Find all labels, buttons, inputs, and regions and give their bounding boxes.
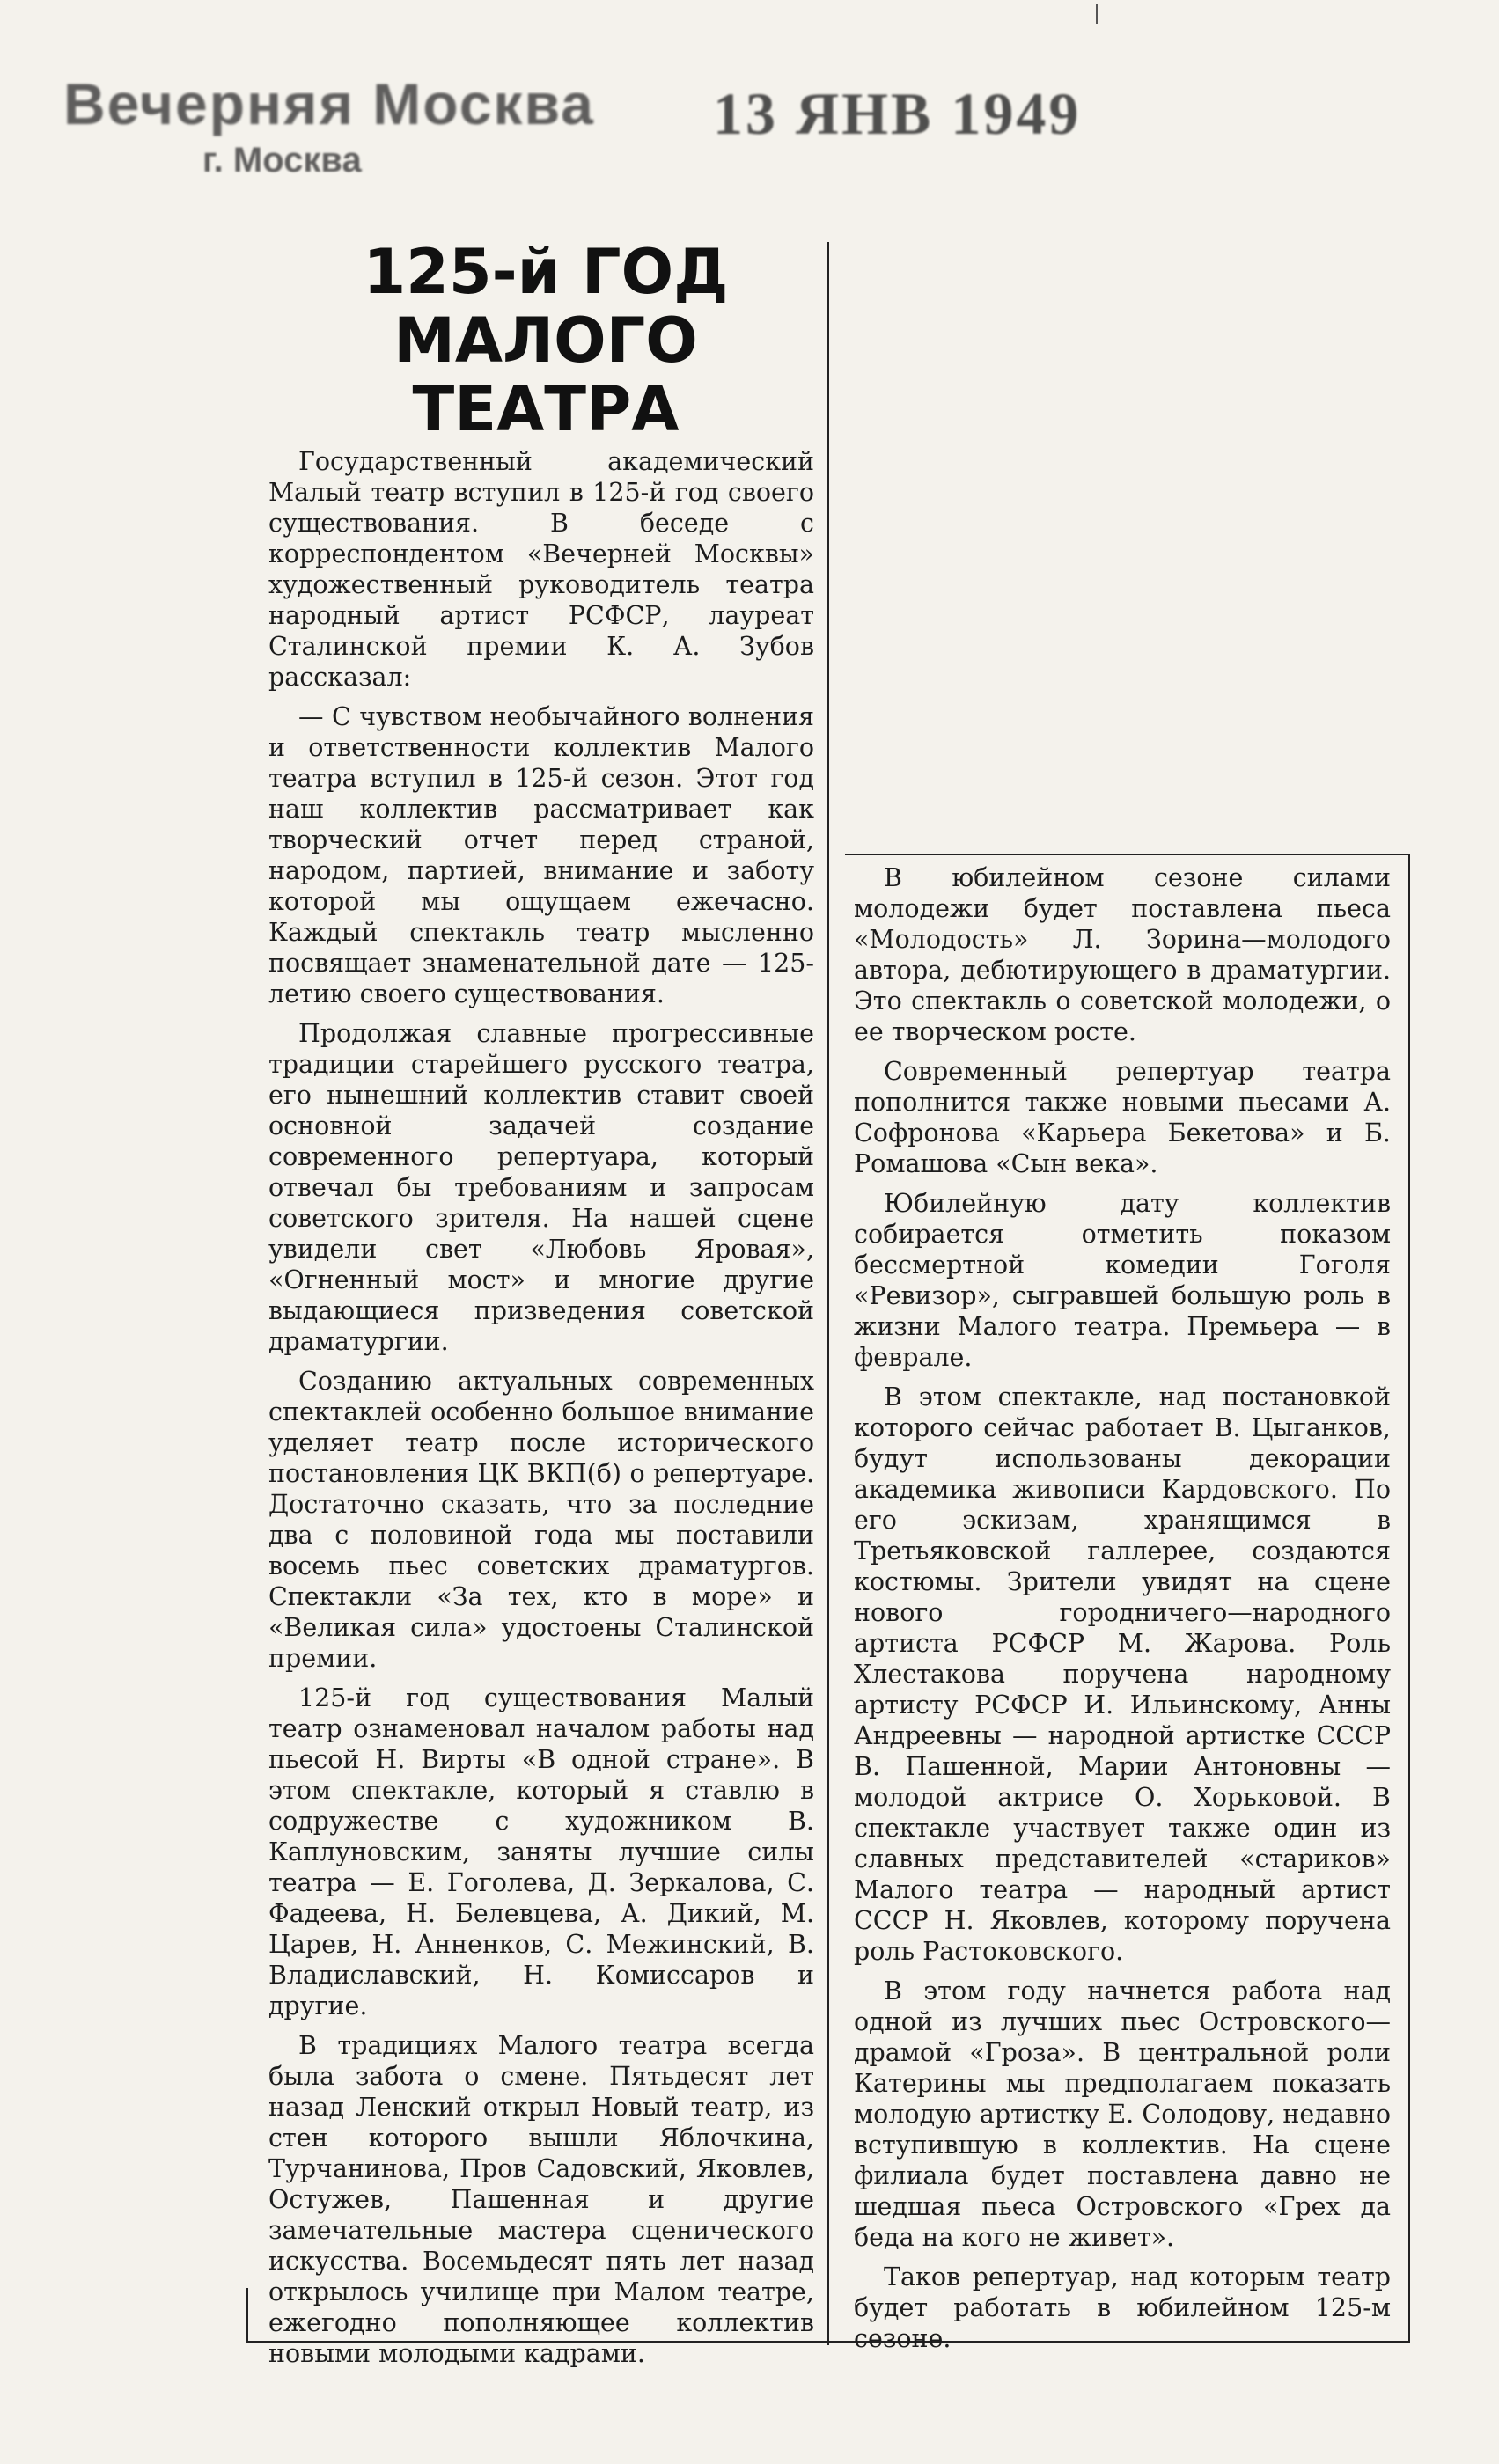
newspaper-name-stamp: Вечерняя Москва	[63, 71, 595, 136]
article-title	[264, 238, 827, 444]
paragraph: В этом году начнется работа над одной из лучших пьес Островского—драмой «Гроза». В центральной роли Катерины мы предполагаем показать молодую артистку Е. Солодову, недавно вступившую в коллектив. На сцене филиала будет поставлена давно не шедшая пьеса Островского «Грех да беда на кого не живет».	[854, 1976, 1391, 2252]
paragraph: — С чувством необычайного волнения и ответственности коллектив Малого театра вступил в 125-й сезон. Этот год наш коллектив рассматривает как творческий отчет перед страной, народом, партией, внимание и заботу которой мы ощущаем ежечасно. Каждый спектакль театр мысленно посвящает знаменательной дате — 125-летию своего существования.	[268, 702, 814, 1008]
city-stamp: г. Москва	[202, 141, 362, 180]
article-column-2	[854, 862, 1391, 2363]
paragraph: Таков репертуар, над которым театр будет работать в юбилейном 125-м сезоне.	[854, 2262, 1391, 2353]
column2-top-rule	[845, 854, 1410, 855]
title-line: МАЛОГО	[393, 304, 698, 377]
paragraph: Современный репертуар театра пополнится также новыми пьесами А. Софронова «Карьера Бекетова» и Б. Ромашова «Сын века».	[854, 1057, 1391, 1178]
title-line: 125-й ГОД	[363, 236, 729, 308]
article-column-1	[268, 446, 814, 2378]
title-line: ТЕАТРА	[412, 373, 680, 445]
paragraph: Государственный академический Малый театр вступил в 125-й год своего существования. В беседе с корреспондентом «Вечерней Москвы» художественный руководитель театра народный артист РСФСР, лауреат Сталинской премии К. А. Зубов рассказал:	[268, 447, 814, 692]
paragraph: 125-й год существования Малый театр ознаменовал началом работы над пьесой Н. Вирты «В одной стране». В этом спектакле, который я ставлю в содружестве с художником В. Каплуновским, заняты лучшие силы театра — Е. Гоголева, Д. Зеркалова, С. Фадеева, Н. Белевцева, А. Дикий, М. Царев, Н. Анненков, С. Межинский, В. Владиславский, Н. Комиссаров и другие.	[268, 1683, 814, 2020]
pencil-mark	[1096, 4, 1098, 24]
column-rule-right	[1408, 854, 1410, 2341]
paragraph: Созданию актуальных современных спектаклей особенно большое внимание уделяет театр после исторического постановления ЦК ВКП(б) о репертуаре. Достаточно сказать, что за последние два с половиной года мы поставили восемь пьес советских драматургов. Спектакли «За тех, кто в море» и «Великая сила» удостоены Сталинской премии.	[268, 1367, 814, 1673]
paragraph: Продолжая славные прогрессивные традиции старейшего русского театра, его нынешний коллектив ставит своей основной задачей создание современного репертуара, который отвечал бы требованиям и запросам советского зрителя. На нашей сцене увидели свет «Любовь Яровая», «Огненный мост» и многие другие выдающиеся призведения советской драматургии.	[268, 1019, 814, 1356]
paragraph: В юбилейном сезоне силами молодежи будет поставлена пьеса «Молодость» Л. Зорина—молодого автора, дебютирующего в драматургии. Это спектакль о советской молодежи, о ее творческом росте.	[854, 863, 1391, 1046]
paragraph: В традициях Малого театра всегда была забота о смене. Пятьдесят лет назад Ленский открыл Новый театр, из стен которого вышли Яблочкина, Турчанинова, Пров Садовский, Яковлев, Остужев, Пашенная и другие замечательные мастера сценического искусства. Восемьдесят пять лет назад открылось училище при Малом театре, ежегодно пополняющее коллектив новыми молодыми кадрами.	[268, 2031, 814, 2368]
date-stamp: 13 ЯНВ 1949	[713, 80, 1082, 147]
paragraph: В этом спектакле, над постановкой которого сейчас работает В. Цыганков, будут использованы декорации академика живописи Кардовского. По его эскизам, хранящимся в Третьяковской галлерее, создаются костюмы. Зрители увидят на сцене нового городничего—народного артиста РСФСР М. Жарова. Роль Хлестакова поручена народному артисту РСФСР И. Ильинскому, Анны Андреевны — народной артистке СССР В. Пашенной, Марии Антоновны — молодой актрисе О. Хорьковой. В спектакле участвует также один из славных представителей «стариков» Малого театра — народный артист СССР Н. Яковлев, которому поручена роль Растоковского.	[854, 1382, 1391, 1966]
paragraph: Юбилейную дату коллектив собирается отметить показом бессмертной комедии Гоголя «Ревизор», сыгравшей большую роль в жизни Малого театра. Премьера — в феврале.	[854, 1189, 1391, 1372]
column-rule-center	[827, 242, 829, 2345]
column-rule-left	[246, 2288, 248, 2341]
